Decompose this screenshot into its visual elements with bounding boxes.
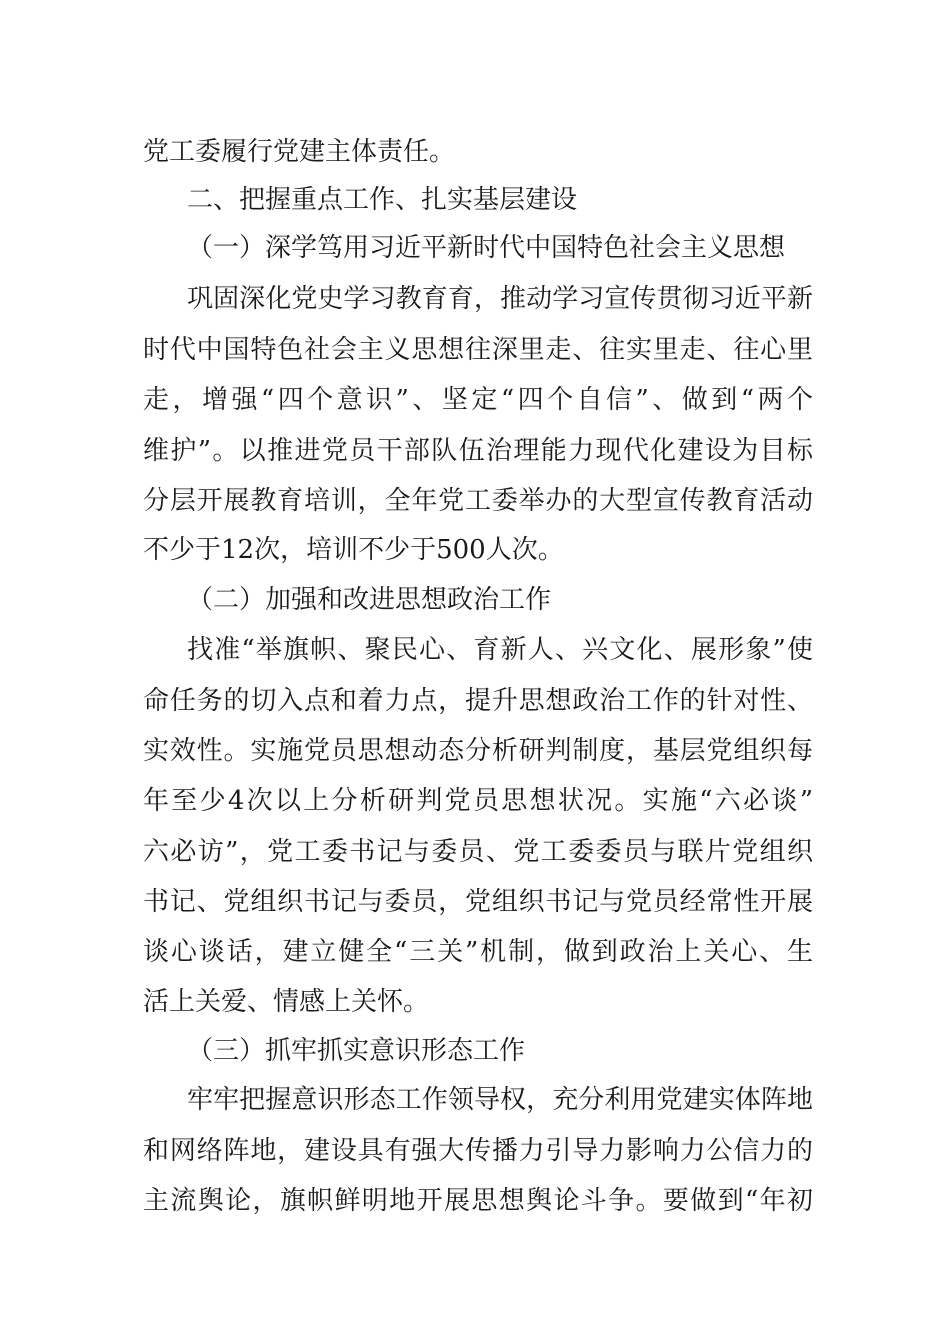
paragraph-line: 年至少4次以上分析研判党员思想状况。实施“六必谈” <box>143 786 813 816</box>
paragraph-line: 维护”。以推进党员干部队伍治理能力现代化建设为目标 <box>143 436 813 466</box>
paragraph-line: 党工委履行党建主体责任。 <box>143 137 456 167</box>
subsection-heading: （一）深学笃用习近平新时代中国特色社会主义思想 <box>187 233 786 263</box>
paragraph-line: 书记、党组织书记与委员，党组织书记与党员经常性开展 <box>143 887 813 917</box>
subsection-heading: （二）加强和改进思想政治工作 <box>187 585 552 615</box>
paragraph-line: 时代中国特色社会主义思想往深里走、往实里走、往心里 <box>143 335 813 365</box>
paragraph-line: 走，增强“四个意识”、坚定“四个自信”、做到“两个 <box>143 385 813 415</box>
paragraph-line: 分层开展教育培训，全年党工委举办的大型宣传教育活动 <box>143 486 813 516</box>
paragraph-line: 和网络阵地，建设具有强大传播力引导力影响力公信力的 <box>143 1136 813 1166</box>
paragraph-line: 找准“举旗帜、聚民心、育新人、兴文化、展形象”使 <box>187 635 813 665</box>
paragraph-line: 牢牢把握意识形态工作领导权，充分利用党建实体阵地 <box>187 1085 813 1115</box>
paragraph-line: 实效性。实施党员思想动态分析研判制度，基层党组织每 <box>143 736 813 766</box>
paragraph-line: 谈心谈话，建立健全“三关”机制，做到政治上关心、生 <box>143 937 813 967</box>
paragraph-line: 主流舆论，旗帜鲜明地开展思想舆论斗争。要做到“年初 <box>143 1186 813 1216</box>
paragraph-line: 巩固深化党史学习教育育，推动学习宣传贯彻习近平新 <box>187 284 813 314</box>
paragraph-line: 命任务的切入点和着力点，提升思想政治工作的针对性、 <box>143 686 813 716</box>
paragraph-line: 活上关爱、情感上关怀。 <box>143 987 430 1017</box>
paragraph-line: 不少于12次，培训不少于500人次。 <box>143 535 564 565</box>
subsection-heading: （三）抓牢抓实意识形态工作 <box>187 1036 526 1066</box>
section-heading: 二、把握重点工作、扎实基层建设 <box>187 185 578 215</box>
paragraph-line: 六必访”，党工委书记与委员、党工委委员与联片党组织 <box>143 837 813 867</box>
